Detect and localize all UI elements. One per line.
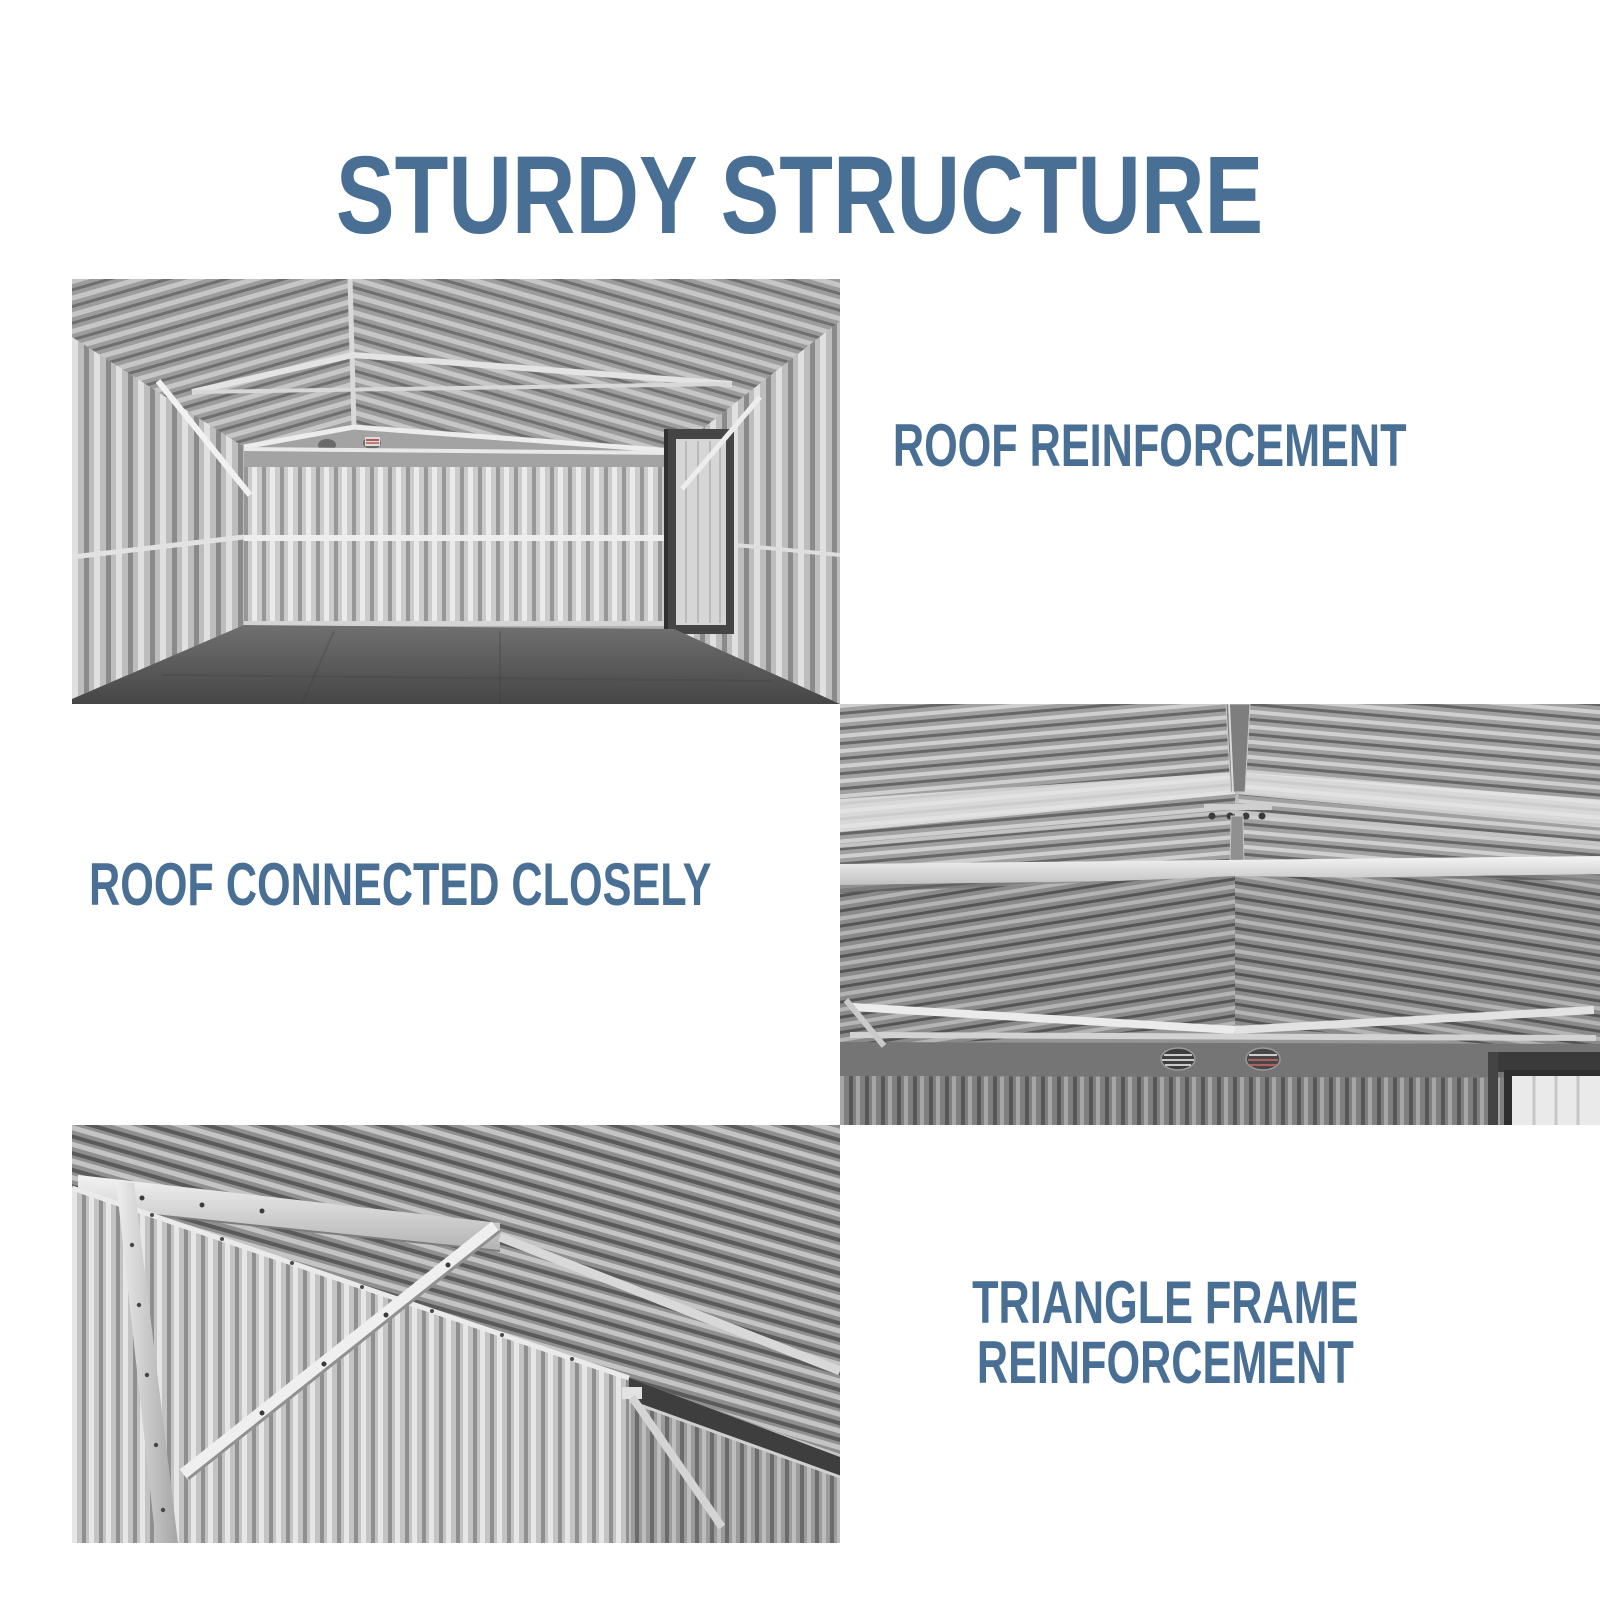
roof-connection-illustration [840, 704, 1600, 1125]
round-vent [1161, 1048, 1195, 1070]
gable-band [840, 1042, 1600, 1078]
caption-triangle-frame-text [971, 1269, 1359, 1396]
shed-interior-illustration [72, 279, 840, 704]
triangle-brace-illustration [72, 1125, 840, 1543]
ridge-bracket [1204, 804, 1272, 810]
shed-interior-photo [72, 279, 840, 704]
caption-roof-reinforcement [830, 406, 1470, 486]
window-opening [1488, 1052, 1600, 1125]
caption-triangle-line1: TRIANGLE FRAME [971, 1269, 1359, 1336]
triangle-brace-photo [72, 1125, 840, 1543]
caption-triangle-frame [845, 1269, 1485, 1396]
roof-connection-photo [840, 704, 1600, 1125]
round-vent-labeled [1246, 1048, 1280, 1070]
side-door [664, 429, 734, 634]
caption-roof-connected-text: ROOF CONNECTED CLOSELY [88, 851, 712, 918]
wall-top-strip [840, 1076, 1600, 1125]
caption-roof-reinforcement-text: ROOF REINFORCEMENT [893, 412, 1407, 479]
back-wall [244, 467, 674, 626]
page-title [0, 121, 1600, 271]
page-title-text: STURDY STRUCTURE [336, 134, 1264, 258]
wall-brace-rail [244, 535, 674, 541]
caption-roof-connected [40, 845, 760, 925]
caption-triangle-line2: REINFORCEMENT [976, 1329, 1354, 1396]
